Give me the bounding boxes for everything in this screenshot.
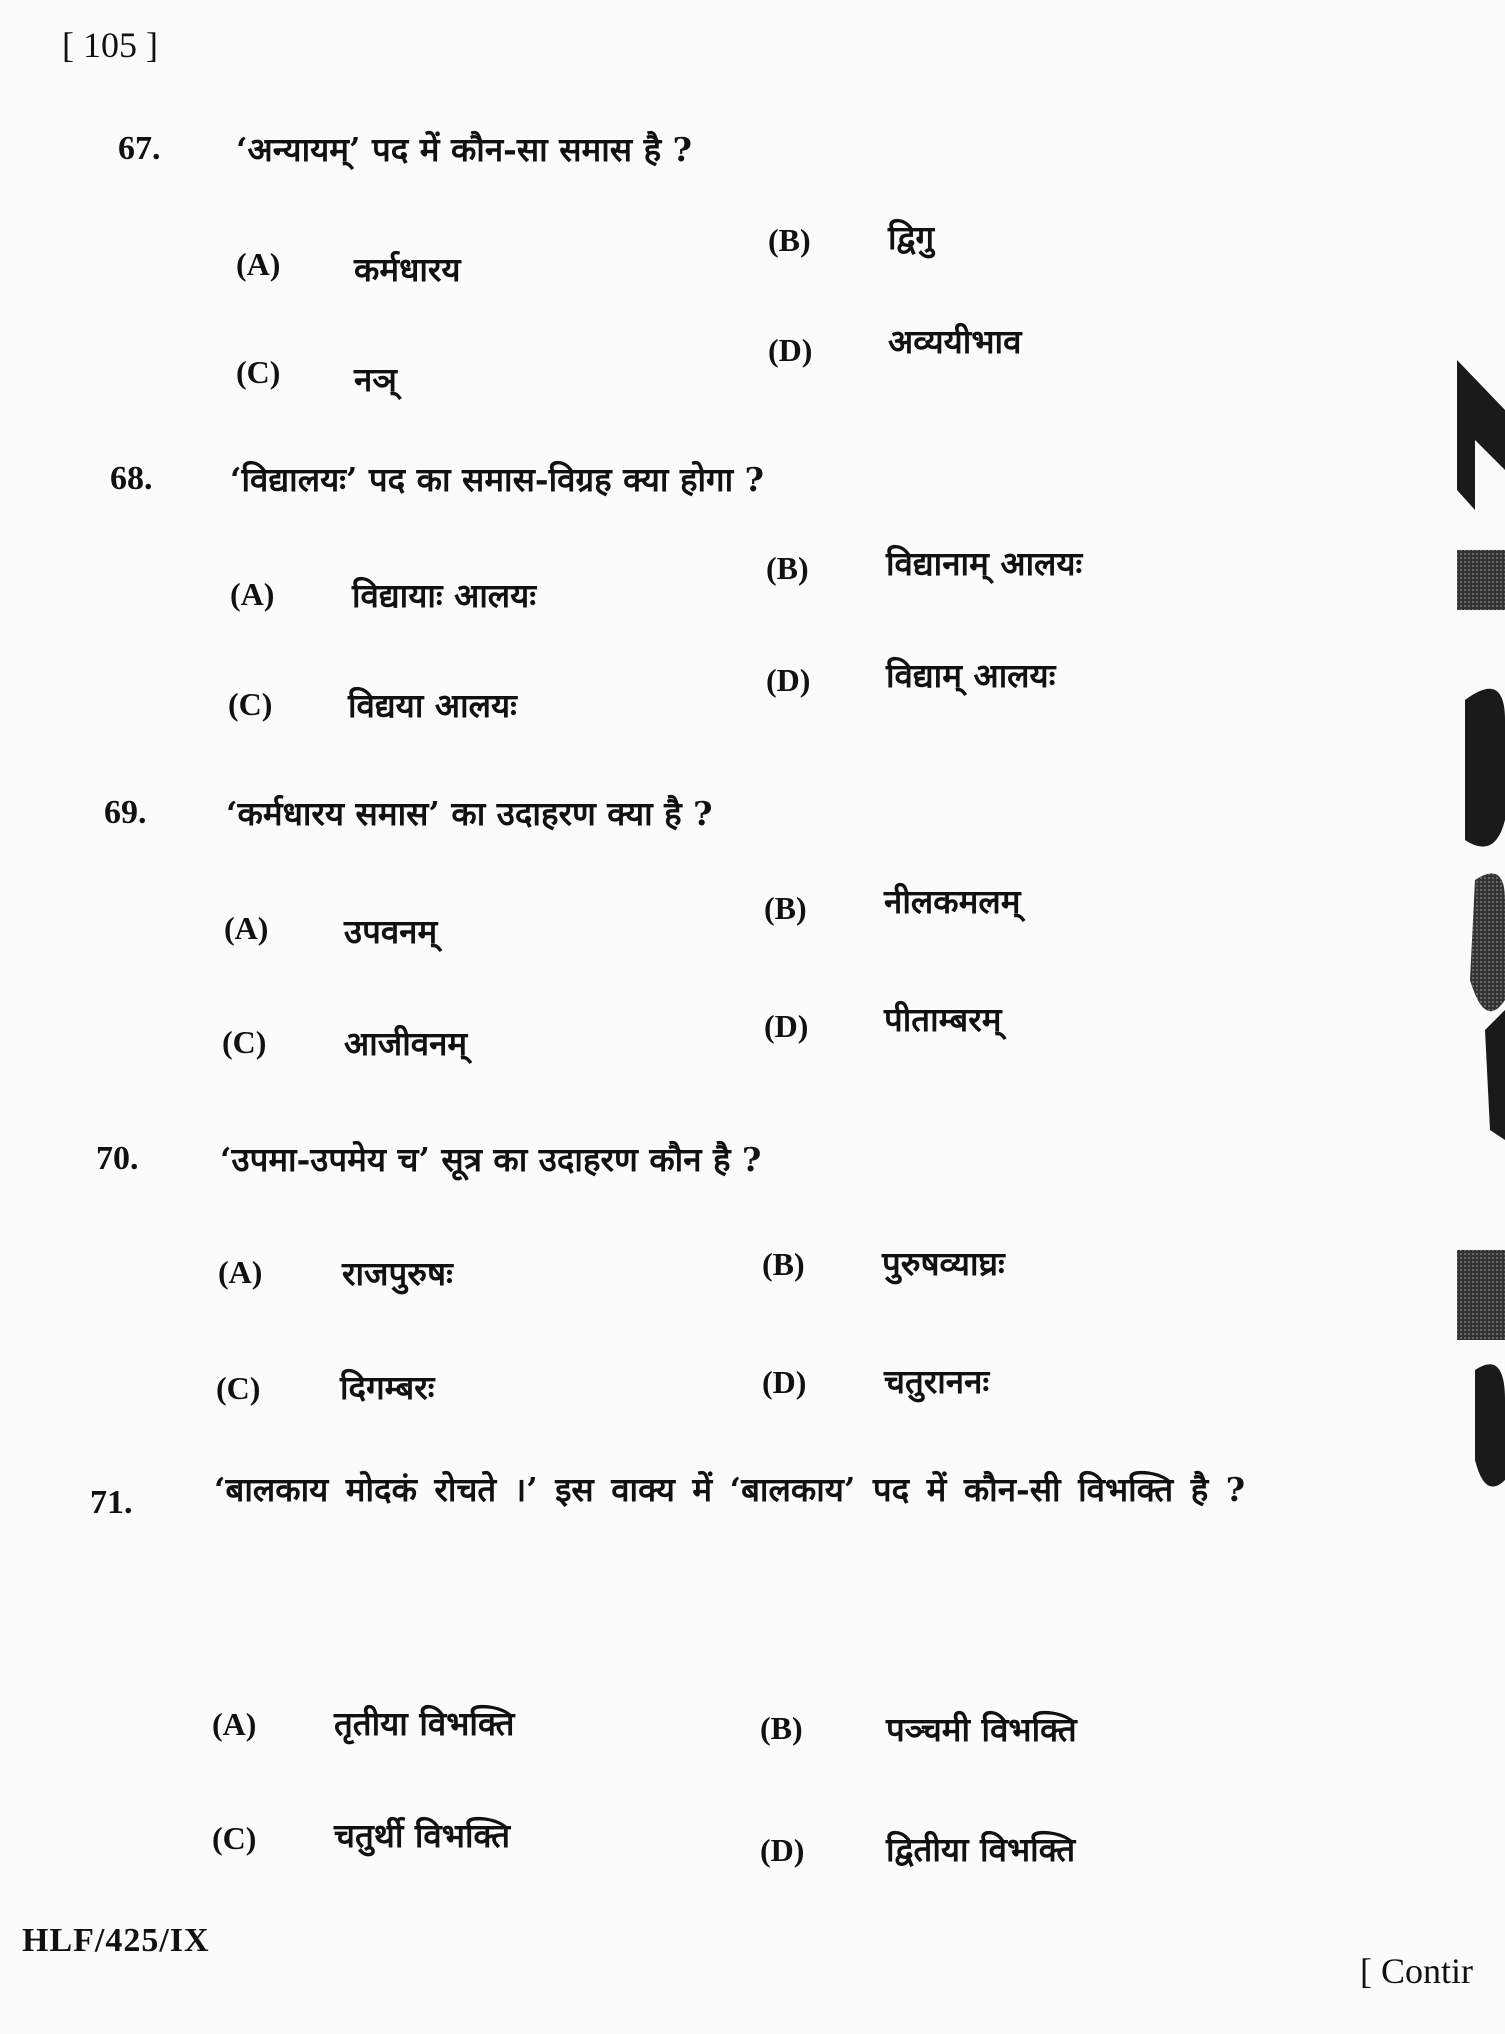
option-text: दिगम्बरः (340, 1368, 435, 1407)
option-text: पञ्चमी विभक्ति (886, 1710, 1077, 1749)
option-text: द्वितीया विभक्ति (886, 1830, 1076, 1869)
question-number: 68. (110, 460, 153, 497)
option-text: चतुर्थी विभक्ति (334, 1816, 511, 1855)
option-letter: (A) (224, 910, 269, 946)
question-text: ‘अन्यायम्’ पद में कौन-सा समास है ? (236, 130, 692, 169)
question-text: ‘विद्यालयः’ पद का समास-विग्रह क्या होगा ? (230, 460, 764, 499)
option-letter: (A) (218, 1254, 263, 1290)
paper-code: HLF/425/IX (22, 1922, 210, 1959)
option-letter: (D) (762, 1364, 807, 1400)
option-letter: (B) (766, 550, 809, 586)
option-text: द्विगु (888, 218, 935, 257)
continued-note: [ Contir (1360, 1951, 1473, 1991)
question-number: 71. (90, 1484, 133, 1521)
question-number: 69. (104, 794, 147, 831)
option-letter: (D) (766, 662, 811, 698)
option-letter: (C) (222, 1024, 267, 1060)
option-letter: (C) (216, 1370, 261, 1406)
question-text: ‘उपमा-उपमेय च’ सूत्र का उदाहरण कौन है ? (220, 1140, 762, 1179)
option-text: राजपुरुषः (342, 1254, 453, 1293)
option-text: चतुराननः (884, 1362, 990, 1401)
option-letter: (C) (212, 1820, 257, 1856)
option-text: कर्मधारय (354, 250, 461, 289)
option-text: विद्यानाम् आलयः (886, 544, 1083, 583)
option-letter: (B) (764, 890, 807, 926)
option-letter: (C) (236, 354, 281, 390)
option-text: विद्यया आलयः (348, 686, 517, 725)
option-text: विद्यायाः आलयः (352, 576, 536, 615)
option-text: उपवनम् (344, 912, 438, 951)
option-letter: (C) (228, 686, 273, 722)
option-letter: (D) (760, 1832, 805, 1868)
option-text: नीलकमलम् (884, 882, 1021, 921)
option-text: नञ् (354, 360, 397, 399)
question-number: 67. (118, 130, 161, 167)
option-letter: (A) (230, 576, 275, 612)
question-text: ‘बालकाय मोदकं रोचते ।’ इस वाक्य में ‘बालकाय’ पद में कौन-सी विभक्ति है ? (214, 1470, 1246, 1509)
option-letter: (B) (760, 1710, 803, 1746)
option-text: विद्याम् आलयः (886, 656, 1056, 695)
option-letter: (B) (768, 222, 811, 258)
option-letter: (D) (768, 332, 813, 368)
scan-edge-watermark (1455, 340, 1505, 1500)
option-text: पुरुषव्याघ्रः (882, 1244, 1005, 1283)
option-letter: (A) (212, 1706, 257, 1742)
question-number: 70. (96, 1140, 139, 1177)
option-letter: (D) (764, 1008, 809, 1044)
option-text: तृतीया विभक्ति (334, 1704, 515, 1743)
question-text: ‘कर्मधारय समास’ का उदाहरण क्या है ? (226, 794, 713, 833)
option-letter: (A) (236, 246, 281, 282)
page-number: [ 105 ] (62, 25, 158, 65)
option-letter: (B) (762, 1246, 805, 1282)
option-text: अव्ययीभाव (888, 322, 1022, 361)
option-text: पीताम्बरम् (884, 1000, 1002, 1039)
option-text: आजीवनम् (344, 1024, 468, 1063)
